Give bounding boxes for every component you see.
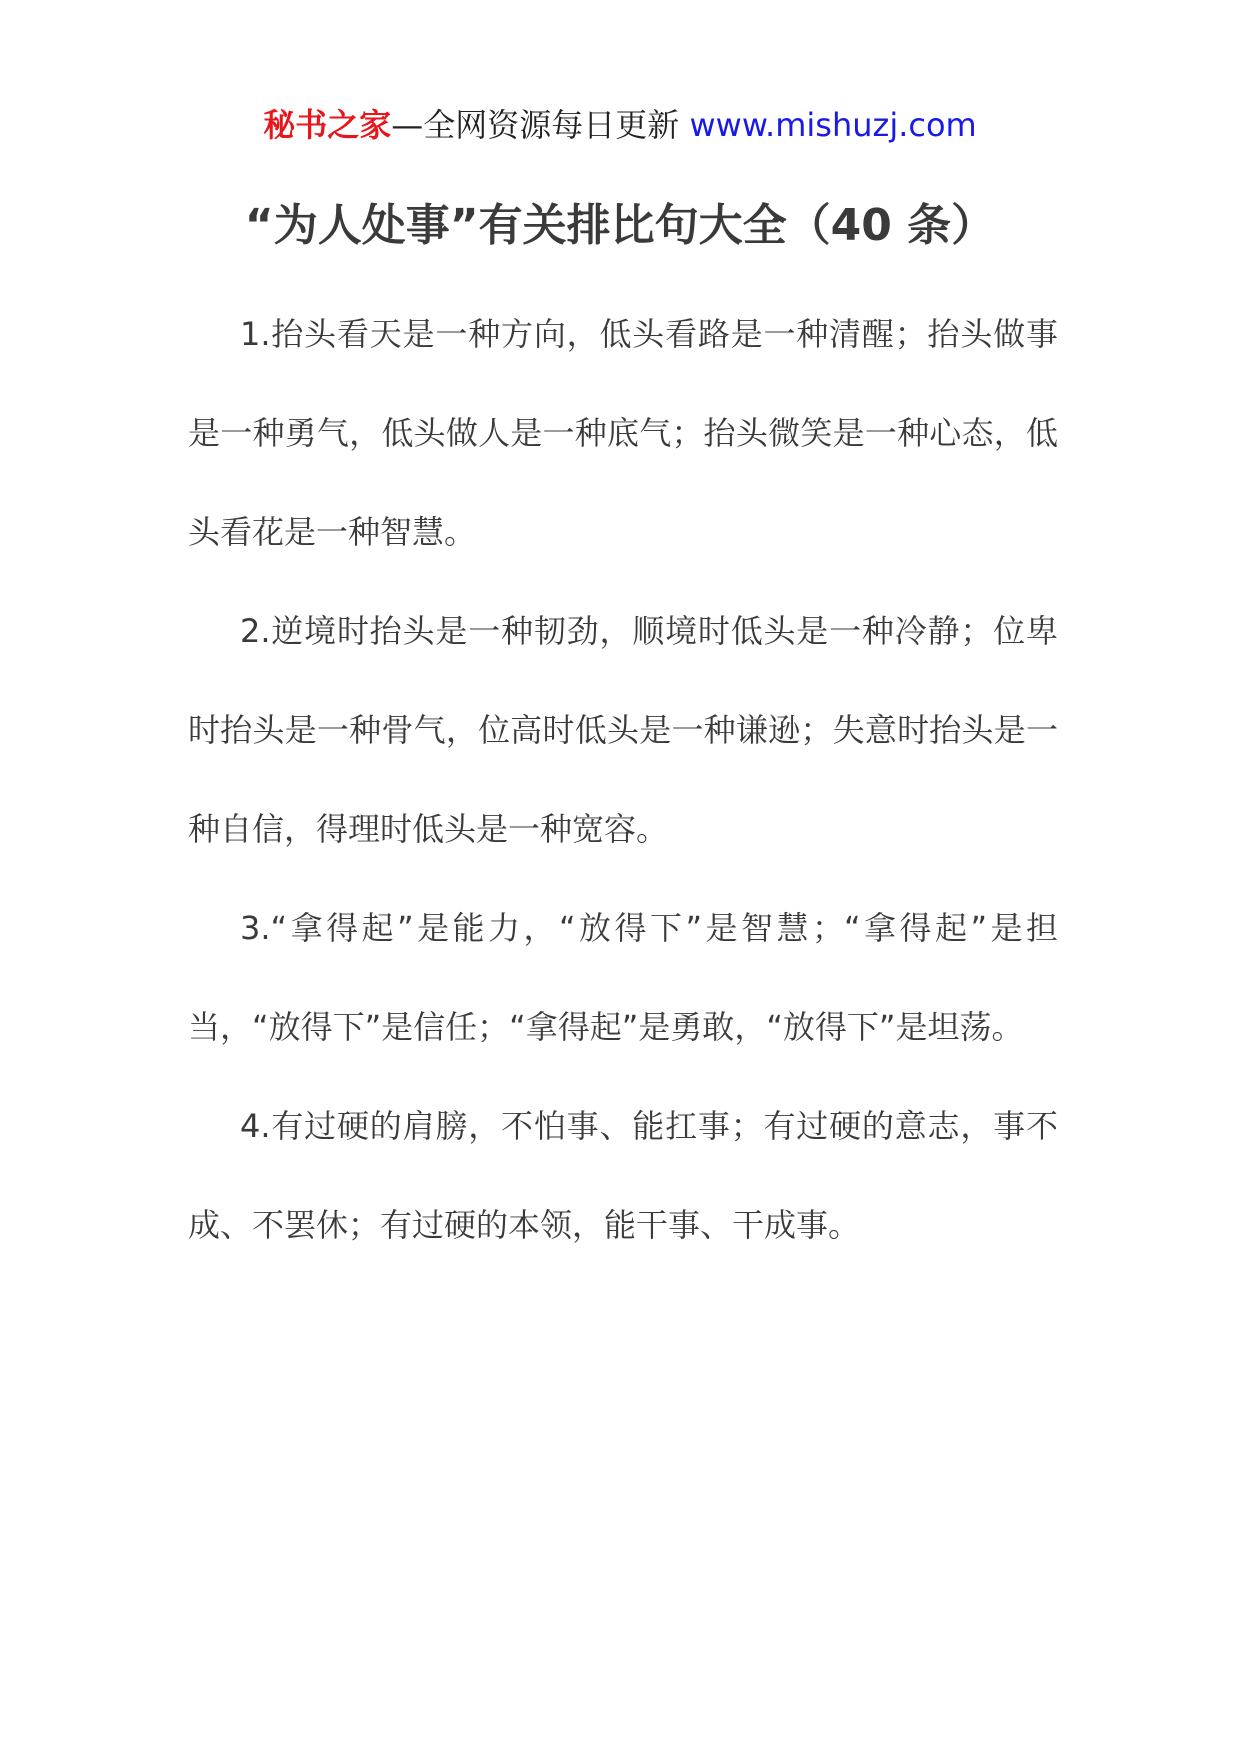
- site-brand: 秘书之家: [263, 106, 392, 144]
- paragraph-2: 2.逆境时抬头是一种韧劲，顺境时低头是一种冷静；位卑时抬头是一种骨气，位高时低头是一种谦逊；失意时抬头是一种自信，得理时低头是一种宽容。: [188, 612, 1058, 848]
- document-body: [188, 285, 1058, 1275]
- paragraph-3: 3.“拿得起”是能力，“放得下”是智慧；“拿得起”是担当，“放得下”是信任；“拿得起”是勇敢，“放得下”是坦荡。: [188, 909, 1058, 1046]
- site-tagline: —全网资源每日更新: [391, 106, 680, 144]
- site-url-link[interactable]: www.mishuzj.com: [689, 106, 977, 144]
- site-header: [0, 100, 1240, 150]
- paragraph-4: 4.有过硬的肩膀，不怕事、能扛事；有过硬的意志，事不成、不罢休；有过硬的本领，能干事、干成事。: [188, 1107, 1058, 1244]
- paragraph-1: 1.抬头看天是一种方向，低头看路是一种清醒；抬头做事是一种勇气，低头做人是一种底气；抬头微笑是一种心态，低头看花是一种智慧。: [188, 315, 1058, 551]
- document-title: “为人处事”有关排比句大全（40 条）: [244, 200, 996, 251]
